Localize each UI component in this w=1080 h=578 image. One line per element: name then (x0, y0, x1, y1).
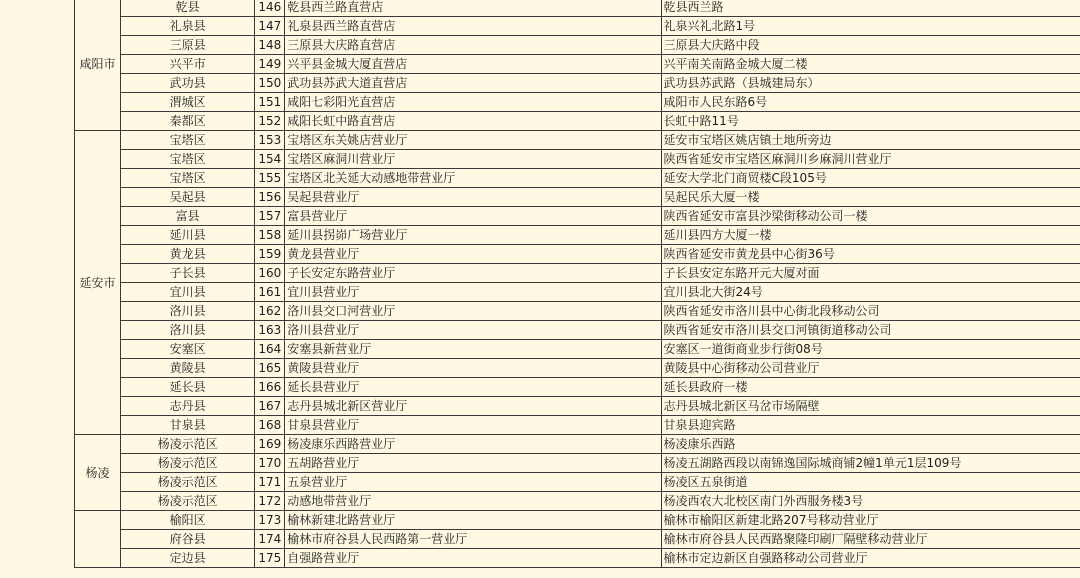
table-row (75, 435, 1080, 454)
store-name-cell[interactable]: 咸阳七彩阳光直营店 (285, 93, 661, 112)
number-cell[interactable]: 162 (255, 302, 285, 321)
store-name-cell[interactable]: 礼泉县西兰路直营店 (285, 17, 661, 36)
number-cell[interactable]: 163 (255, 321, 285, 340)
store-name-cell[interactable]: 榆林市府谷县人民西路第一营业厅 (285, 530, 661, 549)
number-cell[interactable]: 174 (255, 530, 285, 549)
address-cell[interactable]: 榆林市榆阳区新建北路207号移动营业厅 (661, 511, 1080, 530)
store-name-cell[interactable]: 富县营业厅 (285, 207, 661, 226)
county-cell[interactable]: 洛川县 (120, 321, 254, 340)
store-name-cell[interactable]: 武功县苏武大道直营店 (285, 74, 661, 93)
address-cell[interactable]: 兴平南关南路金城大厦二楼 (661, 55, 1080, 74)
store-name-cell[interactable]: 子长安定东路营业厅 (285, 264, 661, 283)
county-cell[interactable]: 黄陵县 (120, 359, 254, 378)
table-row (75, 169, 1080, 188)
number-cell[interactable]: 170 (255, 454, 285, 473)
county-cell[interactable]: 宝塔区 (120, 131, 254, 150)
store-name-cell[interactable]: 洛川县交口河营业厅 (285, 302, 661, 321)
number-cell[interactable]: 147 (255, 17, 285, 36)
table-row (75, 17, 1080, 36)
county-cell[interactable]: 乾县 (120, 0, 254, 17)
table-row (75, 473, 1080, 492)
table-row (75, 340, 1080, 359)
table-row (75, 302, 1080, 321)
number-cell[interactable]: 164 (255, 340, 285, 359)
store-table (74, 0, 1080, 568)
store-name-cell[interactable]: 洛川县营业厅 (285, 321, 661, 340)
county-cell[interactable]: 武功县 (120, 74, 254, 93)
address-cell[interactable]: 吴起民乐大厦一楼 (661, 188, 1080, 207)
store-name-cell[interactable]: 黄陵县营业厅 (285, 359, 661, 378)
county-cell[interactable]: 三原县 (120, 36, 254, 55)
store-name-cell[interactable]: 自强路营业厅 (285, 549, 661, 568)
number-cell[interactable]: 158 (255, 226, 285, 245)
address-cell[interactable]: 延长县政府一楼 (661, 378, 1080, 397)
city-cell[interactable]: 咸阳市 (75, 0, 121, 131)
address-cell[interactable]: 武功县苏武路（县城建局东） (661, 74, 1080, 93)
table-row (75, 359, 1080, 378)
address-cell[interactable]: 咸阳市人民东路6号 (661, 93, 1080, 112)
county-cell[interactable]: 榆阳区 (120, 511, 254, 530)
address-cell[interactable]: 杨凌区五泉街道 (661, 473, 1080, 492)
store-name-cell[interactable]: 黄龙县营业厅 (285, 245, 661, 264)
number-cell[interactable]: 148 (255, 36, 285, 55)
store-name-cell[interactable]: 咸阳长虹中路直营店 (285, 112, 661, 131)
store-name-cell[interactable]: 宝塔区麻洞川营业厅 (285, 150, 661, 169)
address-cell[interactable]: 安塞区一道街商业步行街08号 (661, 340, 1080, 359)
store-name-cell[interactable]: 宝塔区东关姚店营业厅 (285, 131, 661, 150)
county-cell[interactable]: 杨凌示范区 (120, 454, 254, 473)
number-cell[interactable]: 167 (255, 397, 285, 416)
number-cell[interactable]: 152 (255, 112, 285, 131)
number-cell[interactable]: 150 (255, 74, 285, 93)
store-name-cell[interactable]: 兴平县金城大厦直营店 (285, 55, 661, 74)
county-cell[interactable]: 杨凌示范区 (120, 473, 254, 492)
address-cell[interactable]: 陕西省延安市黄龙县中心街36号 (661, 245, 1080, 264)
address-cell[interactable]: 陕西省延安市富县沙梁街移动公司一楼 (661, 207, 1080, 226)
number-cell[interactable]: 169 (255, 435, 285, 454)
address-cell[interactable]: 黄陵县中心街移动公司营业厅 (661, 359, 1080, 378)
county-cell[interactable]: 杨凌示范区 (120, 435, 254, 454)
address-cell[interactable]: 子长县安定东路开元大厦对面 (661, 264, 1080, 283)
number-cell[interactable]: 173 (255, 511, 285, 530)
address-cell[interactable]: 陕西省延安市洛川县交口河镇街道移动公司 (661, 321, 1080, 340)
table-row (75, 264, 1080, 283)
number-cell[interactable]: 153 (255, 131, 285, 150)
number-cell[interactable]: 160 (255, 264, 285, 283)
county-cell[interactable]: 府谷县 (120, 530, 254, 549)
table-row (75, 188, 1080, 207)
store-name-cell[interactable]: 杨凌康乐西路营业厅 (285, 435, 661, 454)
city-cell[interactable] (75, 511, 121, 568)
table-row (75, 530, 1080, 549)
city-cell[interactable]: 杨凌 (75, 435, 121, 511)
store-name-cell[interactable]: 榆林新建北路营业厅 (285, 511, 661, 530)
table-row (75, 511, 1080, 530)
number-cell[interactable]: 172 (255, 492, 285, 511)
table-row (75, 93, 1080, 112)
county-cell[interactable]: 宝塔区 (120, 150, 254, 169)
county-cell[interactable]: 安塞区 (120, 340, 254, 359)
county-cell[interactable]: 富县 (120, 207, 254, 226)
number-cell[interactable]: 175 (255, 549, 285, 568)
number-cell[interactable]: 168 (255, 416, 285, 435)
county-cell[interactable]: 子长县 (120, 264, 254, 283)
county-cell[interactable]: 宜川县 (120, 283, 254, 302)
table-row (75, 492, 1080, 511)
table-row (75, 36, 1080, 55)
number-cell[interactable]: 155 (255, 169, 285, 188)
table-row (75, 55, 1080, 74)
number-cell[interactable]: 149 (255, 55, 285, 74)
address-cell[interactable]: 延川县四方大厦一楼 (661, 226, 1080, 245)
address-cell[interactable]: 三原县大庆路中段 (661, 36, 1080, 55)
address-cell[interactable]: 长虹中路11号 (661, 112, 1080, 131)
address-cell[interactable]: 陕西省延安市宝塔区麻洞川乡麻洞川营业厅 (661, 150, 1080, 169)
address-cell[interactable]: 榆林市定边新区自强路移动公司营业厅 (661, 549, 1080, 568)
county-cell[interactable]: 黄龙县 (120, 245, 254, 264)
store-name-cell[interactable]: 延川县拐峁广场营业厅 (285, 226, 661, 245)
county-cell[interactable]: 定边县 (120, 549, 254, 568)
address-cell[interactable]: 乾县西兰路 (661, 0, 1080, 17)
store-name-cell[interactable]: 安塞县新营业厅 (285, 340, 661, 359)
number-cell[interactable]: 171 (255, 473, 285, 492)
table-row (75, 226, 1080, 245)
county-cell[interactable]: 秦都区 (120, 112, 254, 131)
store-name-cell[interactable]: 五胡路营业厅 (285, 454, 661, 473)
number-cell[interactable]: 151 (255, 93, 285, 112)
store-name-cell[interactable]: 甘泉县营业厅 (285, 416, 661, 435)
store-name-cell[interactable]: 宝塔区北关延大动感地带营业厅 (285, 169, 661, 188)
number-cell[interactable]: 146 (255, 0, 285, 17)
number-cell[interactable]: 165 (255, 359, 285, 378)
store-name-cell[interactable]: 吴起县营业厅 (285, 188, 661, 207)
county-cell[interactable]: 志丹县 (120, 397, 254, 416)
number-cell[interactable]: 156 (255, 188, 285, 207)
address-cell[interactable]: 杨凌五湖路西段以南锦逸国际城商铺2幢1单元1层109号 (661, 454, 1080, 473)
county-cell[interactable]: 杨凌示范区 (120, 492, 254, 511)
table-row (75, 74, 1080, 93)
address-cell[interactable]: 榆林市府谷县人民西路聚隆印刷厂隔壁移动营业厅 (661, 530, 1080, 549)
table-row (75, 131, 1080, 150)
table-row (75, 454, 1080, 473)
store-name-cell[interactable]: 乾县西兰路直营店 (285, 0, 661, 17)
table-row (75, 245, 1080, 264)
table-row (75, 0, 1080, 17)
address-cell[interactable]: 杨凌西农大北校区南门外西服务楼3号 (661, 492, 1080, 511)
table-row (75, 112, 1080, 131)
table-row (75, 416, 1080, 435)
county-cell[interactable]: 甘泉县 (120, 416, 254, 435)
store-name-cell[interactable]: 三原县大庆路直营店 (285, 36, 661, 55)
county-cell[interactable]: 礼泉县 (120, 17, 254, 36)
number-cell[interactable]: 161 (255, 283, 285, 302)
table-row (75, 321, 1080, 340)
number-cell[interactable]: 154 (255, 150, 285, 169)
city-cell[interactable]: 延安市 (75, 131, 121, 435)
table-row (75, 150, 1080, 169)
store-name-cell[interactable]: 宜川县营业厅 (285, 283, 661, 302)
address-cell[interactable]: 延安大学北门商贸楼C段105号 (661, 169, 1080, 188)
number-cell[interactable]: 166 (255, 378, 285, 397)
store-name-cell[interactable]: 动感地带营业厅 (285, 492, 661, 511)
store-table-body (75, 0, 1080, 568)
table-row (75, 378, 1080, 397)
table-row (75, 549, 1080, 568)
table-row (75, 207, 1080, 226)
address-cell[interactable]: 甘泉县迎宾路 (661, 416, 1080, 435)
address-cell[interactable]: 志丹县城北新区马岔市场隔壁 (661, 397, 1080, 416)
county-cell[interactable]: 兴平市 (120, 55, 254, 74)
store-name-cell[interactable]: 五泉营业厅 (285, 473, 661, 492)
address-cell[interactable]: 陕西省延安市洛川县中心街北段移动公司 (661, 302, 1080, 321)
address-cell[interactable]: 杨凌康乐西路 (661, 435, 1080, 454)
table-row (75, 283, 1080, 302)
store-name-cell[interactable]: 延长县营业厅 (285, 378, 661, 397)
county-cell[interactable]: 吴起县 (120, 188, 254, 207)
address-cell[interactable]: 延安市宝塔区姚店镇土地所旁边 (661, 131, 1080, 150)
number-cell[interactable]: 157 (255, 207, 285, 226)
number-cell[interactable]: 159 (255, 245, 285, 264)
county-cell[interactable]: 洛川县 (120, 302, 254, 321)
county-cell[interactable]: 渭城区 (120, 93, 254, 112)
address-cell[interactable]: 宜川县北大街24号 (661, 283, 1080, 302)
county-cell[interactable]: 宝塔区 (120, 169, 254, 188)
county-cell[interactable]: 延川县 (120, 226, 254, 245)
address-cell[interactable]: 礼泉兴礼北路1号 (661, 17, 1080, 36)
county-cell[interactable]: 延长县 (120, 378, 254, 397)
store-name-cell[interactable]: 志丹县城北新区营业厅 (285, 397, 661, 416)
table-row (75, 397, 1080, 416)
